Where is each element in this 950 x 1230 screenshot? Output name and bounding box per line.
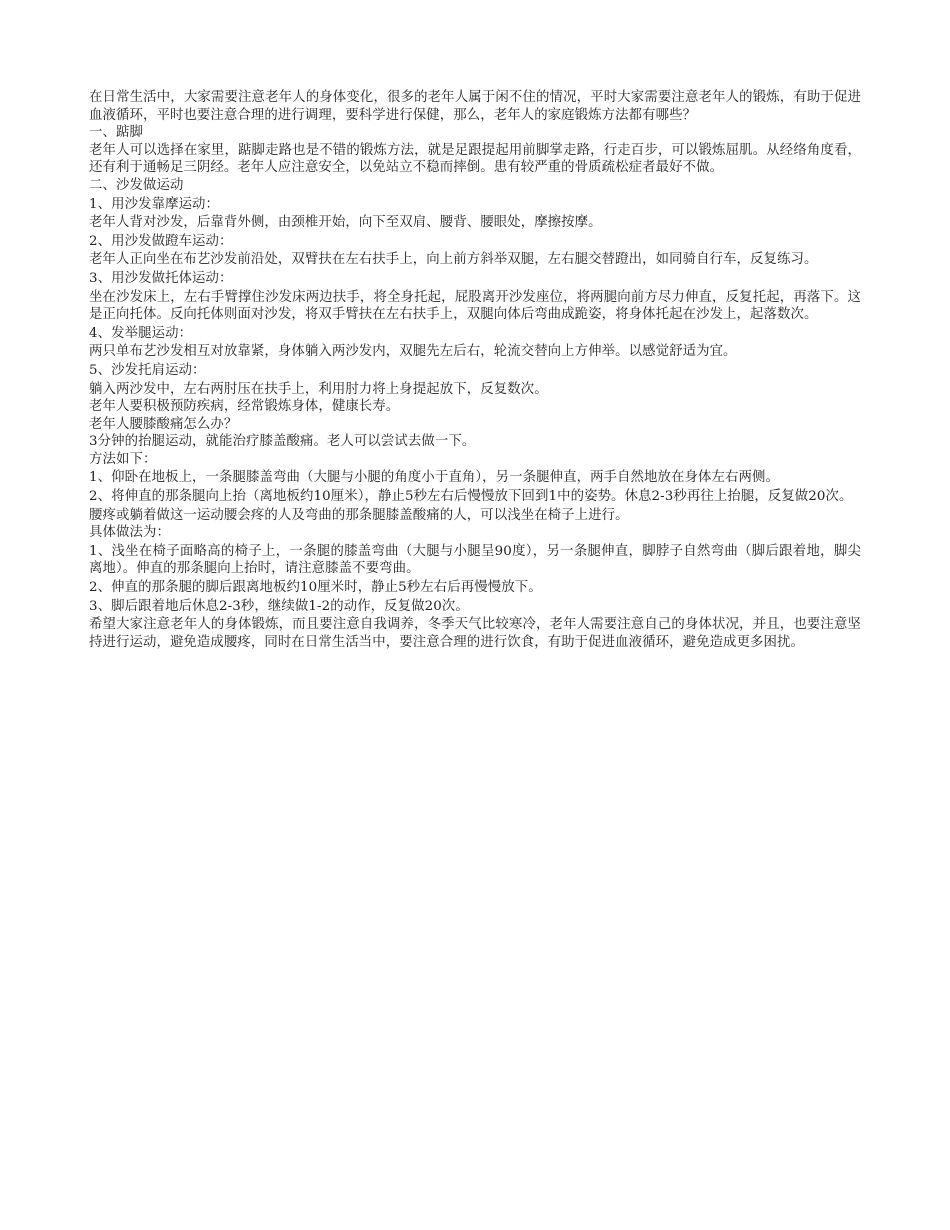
knee-pain-question: 老年人腰膝酸痛怎么办？ [89,416,238,432]
chair-step-3: 3、脚后跟着地后休息2-3秒，继续做1-2的动作，反复做20次。 [89,598,469,614]
chair-alternative-note: 腰疼或躺着做这一运动腰会疼的人及弯曲的那条腿膝盖酸痛的人，可以浅坐在椅子上进行。 [89,507,629,523]
sofa-step-3-heading: 3、用沙发做托体运动： [89,270,233,286]
tiptoe-paragraph: 老年人可以选择在家里，踮脚走路也是不错的锻炼方法，就是足跟提起用前脚掌走路，行走百步，可以锻炼屈肌。从经络角度看，还有利于通畅足三阴经。老年人应注意安全，以免站立不稳而摔倒。患有较严重的骨质疏松症者最好不做。 [89,142,861,176]
section-heading-sofa: 二、沙发做运动 [89,177,184,193]
health-note: 老年人要积极预防疾病，经常锻炼身体，健康长寿。 [89,399,400,415]
method-heading: 方法如下： [89,451,157,467]
sofa-step-5-text: 躺入两沙发中，左右两肘压在扶手上，利用肘力将上身提起放下，反复数次。 [89,381,548,397]
method-step-2: 2、将伸直的那条腿向上抬（离地板约10厘米），静止5秒左右后慢慢放下回到1中的姿势。休息2-3秒再往上抬腿，反复做20次。 [89,489,853,505]
intro-paragraph: 在日常生活中，大家需要注意老年人的身体变化，很多的老年人属于闲不住的情况，平时大家需要注意老年人的锻炼，有助于促进血液循环，平时也要注意合理的进行调理，要科学进行保健，那么，老年人的家庭锻炼方法都有哪些？ [89,90,861,123]
sofa-step-2-heading: 2、用沙发做蹬车运动： [89,233,233,249]
method-step-1: 1、仰卧在地板上，一条腿膝盖弯曲（大腿与小腿的角度小于直角），另一条腿伸直，两手自然地放在身体左右两侧。 [89,470,779,486]
sofa-step-2-text: 老年人正向坐在布艺沙发前沿处，双臂扶在左右扶手上，向上前方斜举双腿，左右腿交替蹬出，如同骑自行车，反复练习。 [89,252,818,268]
leg-raise-intro: 3分钟的抬腿运动，就能治疗膝盖酸痛。老人可以尝试去做一下。 [89,434,476,450]
chair-step-2: 2、伸直的那条腿的脚后跟离地板约10厘米时，静止5秒左右后再慢慢放下。 [89,580,542,596]
chair-step-1: 1、浅坐在椅子面略高的椅子上，一条腿的膝盖弯曲（大腿与小腿呈90度），另一条腿伸直，脚脖子自然弯曲（脚后跟着地，脚尖离地）。伸直的那条腿向上抬时，请注意膝盖不要弯曲。 [89,543,861,577]
sofa-step-5-heading: 5、沙发托肩运动： [89,362,206,378]
sofa-step-1-text: 老年人背对沙发，后靠背外侧，由颈椎开始，向下至双肩、腰背、腰眼处，摩擦按摩。 [89,215,602,231]
section-heading-tiptoe: 一、踮脚 [89,125,143,141]
article-body [89,89,861,651]
sofa-step-4-text: 两只单布艺沙发相互对放靠紧，身体躺入两沙发内，双腿先左后右，轮流交替向上方伸举。以感觉舒适为宜。 [89,344,737,360]
sofa-step-1-heading: 1、用沙发靠摩运动： [89,196,220,212]
sofa-step-4-heading: 4、发举腿运动： [89,325,193,341]
sofa-step-3-text: 坐在沙发床上，左右手臂撑住沙发床两边扶手，将全身托起，屁股离开沙发座位，将两腿向前方尽力伸直，反复托起，再落下。这是正向托体。反向托体则面对沙发，将双手臂扶在左右扶手上，双腿向体后弯曲成跪姿，将身体托起在沙发上，起落数次。 [89,289,861,323]
specific-method-heading: 具体做法为： [89,525,170,541]
closing-paragraph: 希望大家注意老年人的身体锻炼，而且要注意自我调养，冬季天气比较寒冷，老年人需要注意自己的身体状况，并且，也要注意坚持进行运动，避免造成腰疼，同时在日常生活当中，要注意合理的进行饮食，有助于促进血液循环，避免造成更多困扰。 [89,617,861,650]
